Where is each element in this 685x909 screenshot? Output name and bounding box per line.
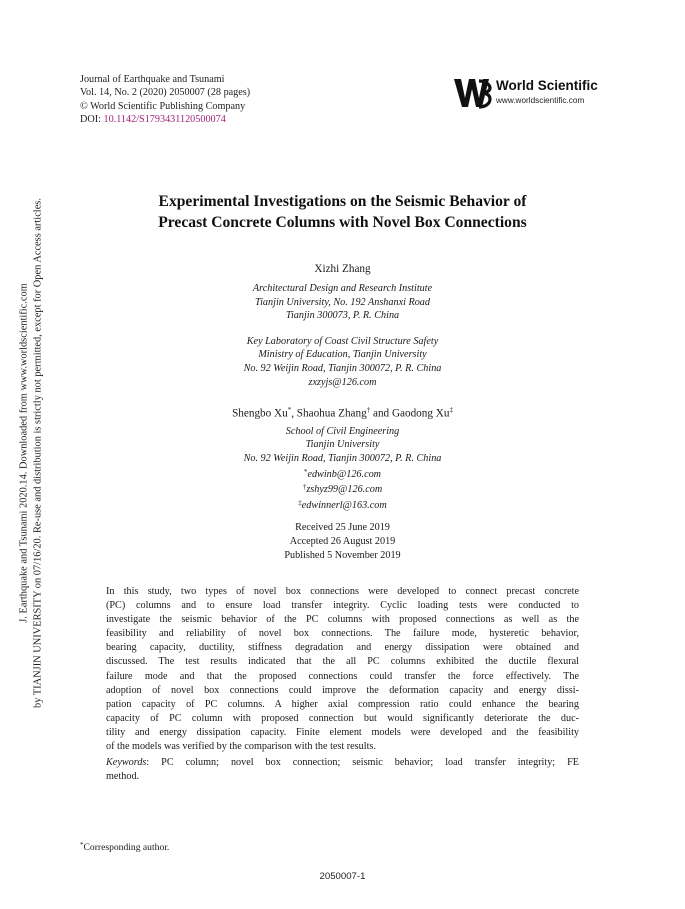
- page-number: 2050007-1: [319, 871, 366, 882]
- author-name: Xizhi Zhang: [314, 263, 371, 275]
- email-mark: ‡: [298, 498, 302, 507]
- keywords-line: method.: [106, 771, 140, 783]
- abstract-line: tility and energy dissipation capacity. Finite element models were developed and the feasibility: [106, 726, 579, 738]
- email-address: edwinb@126.com: [307, 468, 382, 480]
- journal-name: Journal of Earthquake and Tsunami: [80, 74, 225, 85]
- journal-doi: [80, 113, 250, 126]
- keywords-line: [106, 756, 579, 770]
- email-address: zshyz99@126.com: [306, 484, 383, 496]
- affiliation-line: Tianjin University, No. 192 Anshanxi Road: [255, 296, 430, 308]
- download-notice-line-1: J. Earthquake and Tsunami 2020.14. Downloaded from www.worldscientific.com: [18, 283, 30, 623]
- journal-header: [80, 73, 250, 127]
- author-separator: ,: [291, 407, 297, 420]
- author-mark: *: [287, 406, 292, 414]
- abstract-line: adoption of novel box connections could improve the deformation capacity and energy dissi-: [106, 684, 579, 696]
- abstract-line: pation capacity of PC columns. A higher axial compression ratio could enhance the bearing: [106, 698, 579, 710]
- abstract-line: discussed. The test results indicated that the all PC columns exhibited the ductile flexural: [106, 656, 579, 668]
- author-block-1: [80, 262, 605, 389]
- author-block-2: [80, 403, 605, 512]
- author-name: Shengbo Xu: [232, 407, 288, 420]
- author-email[interactable]: [80, 466, 605, 482]
- abstract: [106, 585, 579, 754]
- footnote-mark: *: [80, 841, 84, 849]
- author-separator: and: [370, 407, 392, 420]
- abstract-line: of the models was verified by the comparison with the test results.: [106, 741, 376, 753]
- doi-link[interactable]: 10.1142/S1793431120500074: [103, 114, 226, 126]
- email-mark: *: [303, 467, 308, 476]
- paper-title-line-2: Precast Concrete Columns with Novel Box Connections: [158, 214, 527, 231]
- author-name: Gaodong Xu: [391, 407, 450, 420]
- world-scientific-logo-icon: [452, 76, 492, 110]
- publisher-name: World Scientific: [496, 78, 598, 93]
- keywords-list: : PC column; novel box connection; seismic behavior; load transfer integrity; FE: [146, 757, 579, 768]
- paper-title: [80, 191, 605, 233]
- affiliation-line: Ministry of Education, Tianjin University: [258, 349, 427, 361]
- abstract-line: failure mode and that the proposed connections could transfer the force effectively. The: [106, 670, 579, 682]
- publisher-url[interactable]: www.worldscientific.com: [496, 96, 585, 105]
- abstract-line: feasibility and reliability of novel box connections. The failure mode, hysteretic behavior,: [106, 628, 579, 640]
- publication-dates: [80, 521, 605, 562]
- doi-label: DOI:: [80, 114, 101, 126]
- author-email[interactable]: [80, 481, 605, 497]
- author-mark: †: [366, 406, 371, 414]
- affiliation-2: [80, 335, 605, 389]
- publisher-logo[interactable]: [452, 76, 612, 112]
- received-date: Received 25 June 2019: [295, 522, 390, 533]
- author-email[interactable]: zxzyjs@126.com: [308, 376, 377, 388]
- published-date: Published 5 November 2019: [284, 549, 401, 561]
- abstract-line: investigate the seismic behavior of the PC columns with proposed connections as well as the: [106, 614, 579, 626]
- affiliation-line: Architectural Design and Research Institute: [252, 283, 433, 294]
- affiliation-3: [80, 425, 605, 513]
- affiliation-line: Key Laboratory of Coast Civil Structure Safety: [246, 335, 439, 347]
- keywords-label: Keywords: [106, 757, 147, 768]
- keywords: [106, 756, 579, 784]
- accepted-date: Accepted 26 August 2019: [289, 535, 396, 547]
- affiliation-line: No. 92 Weijin Road, Tianjin 300072, P. R. China: [243, 362, 442, 374]
- affiliation-1: [80, 282, 605, 323]
- author-email[interactable]: [80, 497, 605, 513]
- paper-title-line-1: Experimental Investigations on the Seismic Behavior of: [158, 193, 527, 210]
- author-name: Shaohua Zhang: [296, 407, 367, 420]
- author-names: [80, 403, 605, 421]
- footnote-text: Corresponding author.: [83, 842, 170, 853]
- journal-copyright: © World Scientific Publishing Company: [80, 100, 246, 112]
- affiliation-line: School of Civil Engineering: [285, 425, 400, 437]
- footnote: [80, 841, 169, 853]
- abstract-line: (PC) columns and to ensure load transfer integrity. Cyclic loading tests were conducted to: [106, 600, 579, 612]
- affiliation-line: Tianjin 300073, P. R. China: [285, 310, 400, 322]
- affiliation-line: Tianjin University: [305, 439, 380, 451]
- download-notice-strip: [0, 0, 60, 909]
- journal-volume: Vol. 14, No. 2 (2020) 2050007 (28 pages): [80, 87, 251, 99]
- abstract-line: In this study, two types of novel box connections were developed to connect precast concrete: [106, 586, 579, 597]
- affiliation-line: No. 92 Weijin Road, Tianjin 300072, P. R. China: [243, 452, 442, 464]
- abstract-line: bearing capacity, ductility, stiffness degradation and energy dissipation were obtained and: [106, 642, 579, 654]
- download-notice-line-2: by TIANJIN UNIVERSITY on 07/16/20. Re-use and distribution is strictly not permitted, except for Open Access articles.: [32, 198, 43, 708]
- email-mark: †: [302, 483, 307, 492]
- abstract-line: capacity of PC column with proposed connection but would significantly deteriorate the duc-: [106, 712, 579, 724]
- author-mark: ‡: [449, 406, 453, 414]
- email-address: edwinnerl@163.com: [301, 499, 387, 511]
